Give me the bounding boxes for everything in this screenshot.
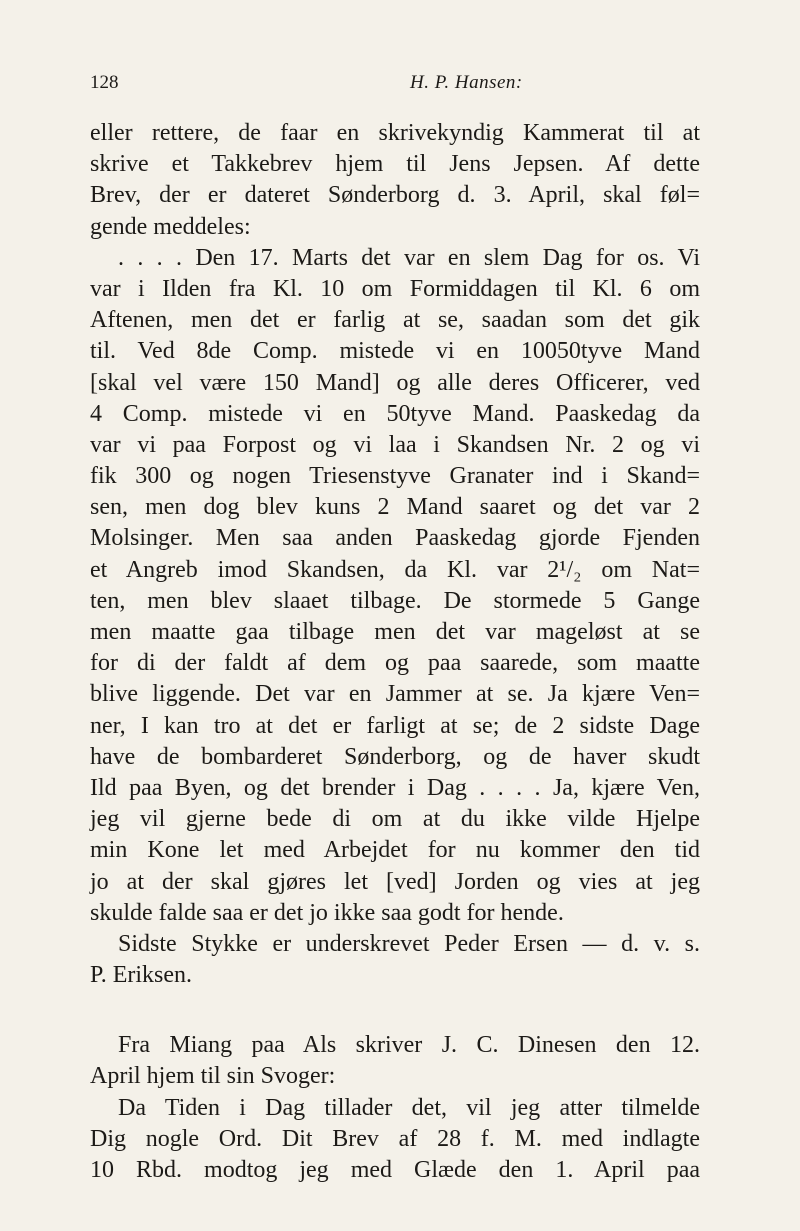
text-line: Molsinger. Men saa anden Paaskedag gjorde Fjenden [90,525,700,552]
text-line: Dig nogle Ord. Dit Brev af 28 f. M. med indlagte [90,1125,700,1152]
text-line: Sidste Stykke er underskrevet Peder Ersen — d. v. s. [118,930,700,957]
paragraph [90,929,700,991]
text-line: Brev, der er dateret Sønderborg d. 3. April, skal føl= [90,182,700,209]
text-line: skulde falde saa er det jo ikke saa godt for hende. [90,899,564,926]
text-line: men maatte gaa tilbage men det var mageløst at se [90,619,700,645]
text-line: 10 Rbd. modtog jeg med Glæde den 1. April paa [90,1157,700,1183]
text-line: var i Ilden fra Kl. 10 om Formiddagen til Kl. 6 om [90,275,700,302]
text-line: for di der faldt af dem og paa saarede, som maatte [90,650,700,677]
text-line: [skal vel være 150 Mand] og alle deres Officerer, ved [90,369,700,396]
text-line: ten, men blev slaaet tilbage. De stormede 5 Gange [90,587,700,614]
text-line: et Angreb imod Skandsen, da Kl. var 2¹/₂ om Nat= [90,556,700,583]
text-line: Fra Miang paa Als skriver J. C. Dinesen den 12. [118,1032,700,1059]
paragraph-letter-quote [90,243,700,929]
body-text [90,118,700,1186]
text-line: 4 Comp. mistede vi en 50tyve Mand. Paaskedag da [90,400,700,427]
text-line: Da Tiden i Dag tillader det, vil jeg atter tilmelde [118,1094,700,1121]
text-line: blive liggende. Det var en Jammer at se. Ja kjære Ven= [90,681,700,708]
text-line: gende meddeles: [90,213,251,240]
text-line: P. Eriksen. [90,962,192,989]
text-line: . . . . Den 17. Marts det var en slem Dag for os. Vi [118,244,700,271]
text-line: var vi paa Forpost og vi laa i Skandsen Nr. 2 og vi [90,431,700,458]
page-number: 128 [90,72,119,93]
page-header [90,72,700,102]
text-line: min Kone let med Arbejdet for nu kommer den tid [90,837,700,864]
text-line: fik 300 og nogen Triesenstyve Granater ind i Skand= [90,463,700,490]
text-line: skrive et Takkebrev hjem til Jens Jepsen. Af dette [90,151,700,178]
paragraph [90,1093,700,1187]
text-line: April hjem til sin Svoger: [90,1063,336,1090]
text-line: eller rettere, de faar en skrivekyndig Kammerat til at [90,120,700,146]
running-head: H. P. Hansen: [410,72,523,93]
text-line: jo at der skal gjøres let [ved] Jorden og vies at jeg [90,868,700,895]
text-line: Aftenen, men det er farlig at se, saadan som det gik [90,307,700,334]
paragraph-gap [90,991,700,1030]
paragraph [90,1030,700,1092]
text-line: have de bombarderet Sønderborg, og de haver skudt [90,743,700,770]
text-line: sen, men dog blev kuns 2 Mand saaret og det var 2 [90,494,700,521]
text-line: til. Ved 8de Comp. mistede vi en 10050tyve Mand [90,338,700,365]
paragraph [90,118,700,243]
text-line: ner, I kan tro at det er farligt at se; de 2 sidste Dage [90,712,700,739]
text-line: jeg vil gjerne bede di om at du ikke vilde Hjelpe [90,806,700,833]
text-line: Ild paa Byen, og det brender i Dag . . . . Ja, kjære Ven, [90,774,700,801]
